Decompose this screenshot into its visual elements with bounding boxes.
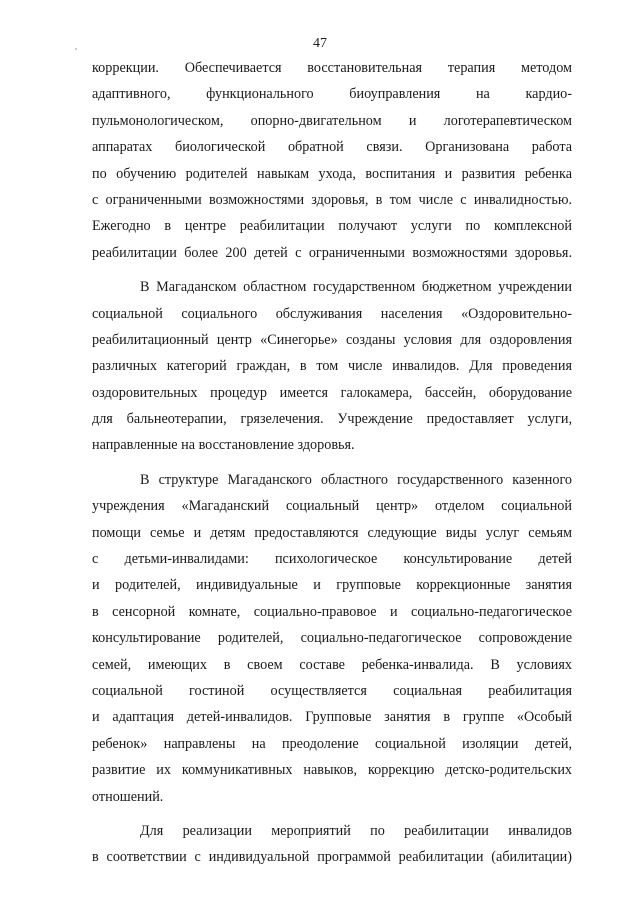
text-line: с ограниченными возможностями здоровья, в том числе с инвалидностью. xyxy=(92,191,572,208)
text-line: социальной социального обслуживания населения «Оздоровительно- xyxy=(92,305,572,322)
text-line: реабилитации более 200 детей с ограниченными возможностями здоровья. xyxy=(92,244,572,261)
text-line: по обучению родителей навыкам ухода, воспитания и развития ребенка xyxy=(92,165,572,182)
text-line: в соответствии с индивидуальной программой реабилитации (абилитации) xyxy=(92,849,572,866)
text-line: помощи семье и детям предоставляются следующие виды услуг семьям xyxy=(92,524,572,541)
text-line: коррекции. Обеспечивается восстановительная терапия методом xyxy=(92,60,572,76)
paragraph-4 xyxy=(92,818,572,871)
text-line: Ежегодно в центре реабилитации получают услуги по комплексной xyxy=(92,218,572,235)
text-line: и адаптация детей-инвалидов. Групповые занятия в группе «Особый xyxy=(92,709,572,726)
text-line: В структуре Магаданского областного государственного казенного xyxy=(140,471,572,488)
paragraph-1 xyxy=(92,55,572,266)
text-line: для бальнеотерапии, грязелечения. Учреждение предоставляет услуги, xyxy=(92,411,572,428)
text-line: пульмонологическом, опорно-двигательном и логотерапевтическом xyxy=(92,112,572,129)
text-line: в сенсорной комнате, социально-правовое и социально-педагогическое xyxy=(92,603,572,620)
text-line: В Магаданском областном государственном бюджетном учреждении xyxy=(140,279,572,296)
text-line: консультирование родителей, социально-педагогическое сопровождение xyxy=(92,630,572,647)
text-line: Для реализации мероприятий по реабилитации инвалидов xyxy=(140,822,572,839)
text-line: различных категорий граждан, в том числе инвалидов. Для проведения xyxy=(92,358,572,375)
text-line: ребенок» направлены на преодоление социальной изоляции детей, xyxy=(92,735,572,752)
document-body xyxy=(92,55,572,871)
text-line: с детьми-инвалидами: психологическое консультирование детей xyxy=(92,551,572,568)
text-line: семей, имеющих в своем составе ребенка-инвалида. В условиях xyxy=(92,656,572,673)
text-line: направленные на восстановление здоровья. xyxy=(92,437,355,454)
paragraph-3 xyxy=(92,467,572,810)
text-line: учреждения «Магаданский социальный центр» отделом социальной xyxy=(92,498,572,515)
text-line: и родителей, индивидуальные и групповые коррекционные занятия xyxy=(92,577,572,594)
text-line: оздоровительных процедур имеется галокамера, бассейн, оборудование xyxy=(92,384,572,401)
text-line: аппаратах биологической обратной связи. Организована работа xyxy=(92,139,572,156)
text-line: отношений. xyxy=(92,788,164,805)
text-line: адаптивного, функционального биоуправления на кардио- xyxy=(92,86,572,103)
text-line: социальной гостиной осуществляется социальная реабилитация xyxy=(92,682,572,699)
text-line: развитие их коммуникативных навыков, коррекцию детско-родительских xyxy=(92,762,572,779)
page-number: 47 xyxy=(313,36,327,51)
paragraph-2 xyxy=(92,274,572,459)
text-line: реабилитационный центр «Синегорье» созданы условия для оздоровления xyxy=(92,331,572,348)
